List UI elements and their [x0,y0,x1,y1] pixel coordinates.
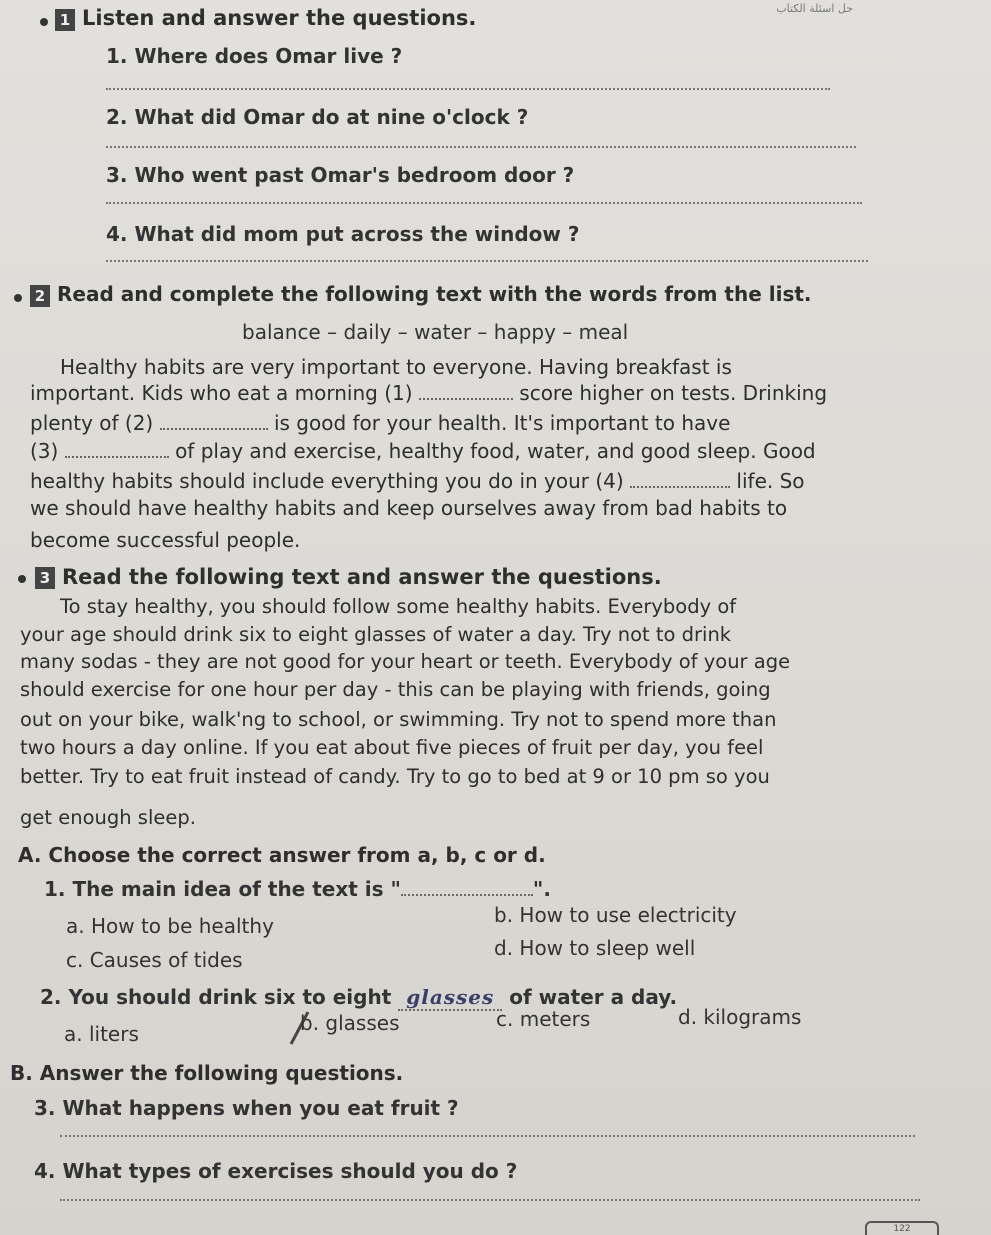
s3-paragraph-line-1: To stay healthy, you should follow some healthy habits. Everybody of [60,595,737,618]
blank-4[interactable] [630,472,730,488]
section2-badge: 2 [30,285,50,307]
q1-option-d[interactable]: d. How to sleep well [494,936,696,960]
q1-option-b[interactable]: b. How to use electricity [494,903,737,927]
s2-line-4 [30,439,816,463]
s2-line-2-end: score higher on tests. Drinking [519,381,828,405]
word-list: balance – daily – water – happy – meal [242,320,629,344]
blank-3[interactable] [65,442,169,458]
s3-paragraph-line-4: should exercise for one hour per day - this can be playing with friends, going [20,678,771,701]
section1-badge: 1 [55,9,75,31]
s1-answer-line-1[interactable] [106,88,830,90]
q2-option-b[interactable]: b. glasses [300,1011,400,1035]
s2-line-4-start: (3) [30,439,59,463]
s3-paragraph-line-3: many sodas - they are not good for your heart or teeth. Everybody of your age [20,650,791,673]
s1-answer-line-4[interactable] [106,260,868,262]
section2-bullet [14,294,22,302]
s2-line-1: Healthy habits are very important to everyone. Having breakfast is [60,355,732,379]
blank-2[interactable] [160,414,268,430]
partB-heading: B. Answer the following questions. [10,1061,404,1085]
partA-q1-blank[interactable] [401,880,533,896]
partA-q2-end: of water a day. [509,985,678,1009]
s3-paragraph-line-2: your age should drink six to eight glasses of water a day. Try not to drink [20,623,732,646]
blank-1[interactable] [419,384,513,400]
partB-answer-line-4[interactable] [60,1199,920,1201]
section3-title: Read the following text and answer the questions. [62,565,662,589]
s1-answer-line-3[interactable] [106,202,862,204]
s1-answer-line-2[interactable] [106,146,856,148]
s2-line-7: become successful people. [30,528,301,552]
partA-q1-end: ". [532,877,551,901]
s2-line-3-end: is good for your health. It's important to have [273,411,731,435]
q1-option-a[interactable]: a. How to be healthy [66,914,274,938]
s2-line-5-end: life. So [736,469,805,493]
partA-heading: A. Choose the correct answer from a, b, c or d. [18,843,546,867]
partB-answer-line-3[interactable] [60,1135,915,1137]
s2-line-4-end: of play and exercise, healthy food, water, and good sleep. Good [175,439,816,463]
section3-bullet [18,575,26,583]
partA-q1-start: 1. The main idea of the text is " [44,877,401,901]
s2-line-3 [30,411,730,435]
s2-line-6: we should have healthy habits and keep ourselves away from bad habits to [30,496,788,520]
q2-option-a[interactable]: a. liters [64,1022,139,1046]
section1-bullet [40,18,48,26]
handwritten-answer[interactable]: glasses [398,985,502,1011]
s1-question-3: 3. Who went past Omar's bedroom door ? [106,163,575,187]
partB-q3: 3. What happens when you eat fruit ? [34,1096,459,1120]
section1-title: Listen and answer the questions. [82,6,477,30]
s2-line-5 [30,469,805,493]
q1-option-c[interactable]: c. Causes of tides [66,948,243,972]
s1-question-1: 1. Where does Omar live ? [106,44,403,68]
section3-badge: 3 [35,567,55,589]
partA-q1 [44,877,551,901]
s2-line-5-start: healthy habits should include everything you do in your (4) [30,469,624,493]
s2-line-3-start: plenty of (2) [30,411,154,435]
s3-paragraph-line-8: get enough sleep. [20,806,196,829]
partA-q2-start: 2. You should drink six to eight [40,985,392,1009]
partB-q4: 4. What types of exercises should you do ? [34,1159,518,1183]
q2-option-c[interactable]: c. meters [496,1007,591,1031]
q2-option-d[interactable]: d. kilograms [678,1005,802,1029]
s1-question-4: 4. What did mom put across the window ? [106,222,580,246]
s3-paragraph-line-6: two hours a day online. If you eat about five pieces of fruit per day, you feel [20,736,764,759]
corner-header-text: حل اسئلة الكتاب [776,2,853,15]
s3-paragraph-line-5: out on your bike, walk'ng to school, or swimming. Try not to spend more than [20,708,777,731]
s2-line-2-start: important. Kids who eat a morning (1) [30,381,413,405]
s1-question-2: 2. What did Omar do at nine o'clock ? [106,105,529,129]
page-number: 122 [865,1221,939,1235]
section2-title: Read and complete the following text with the words from the list. [57,282,812,306]
s2-line-2 [30,381,827,405]
s3-paragraph-line-7: better. Try to eat fruit instead of candy. Try to go to bed at 9 or 10 pm so you [20,765,770,788]
